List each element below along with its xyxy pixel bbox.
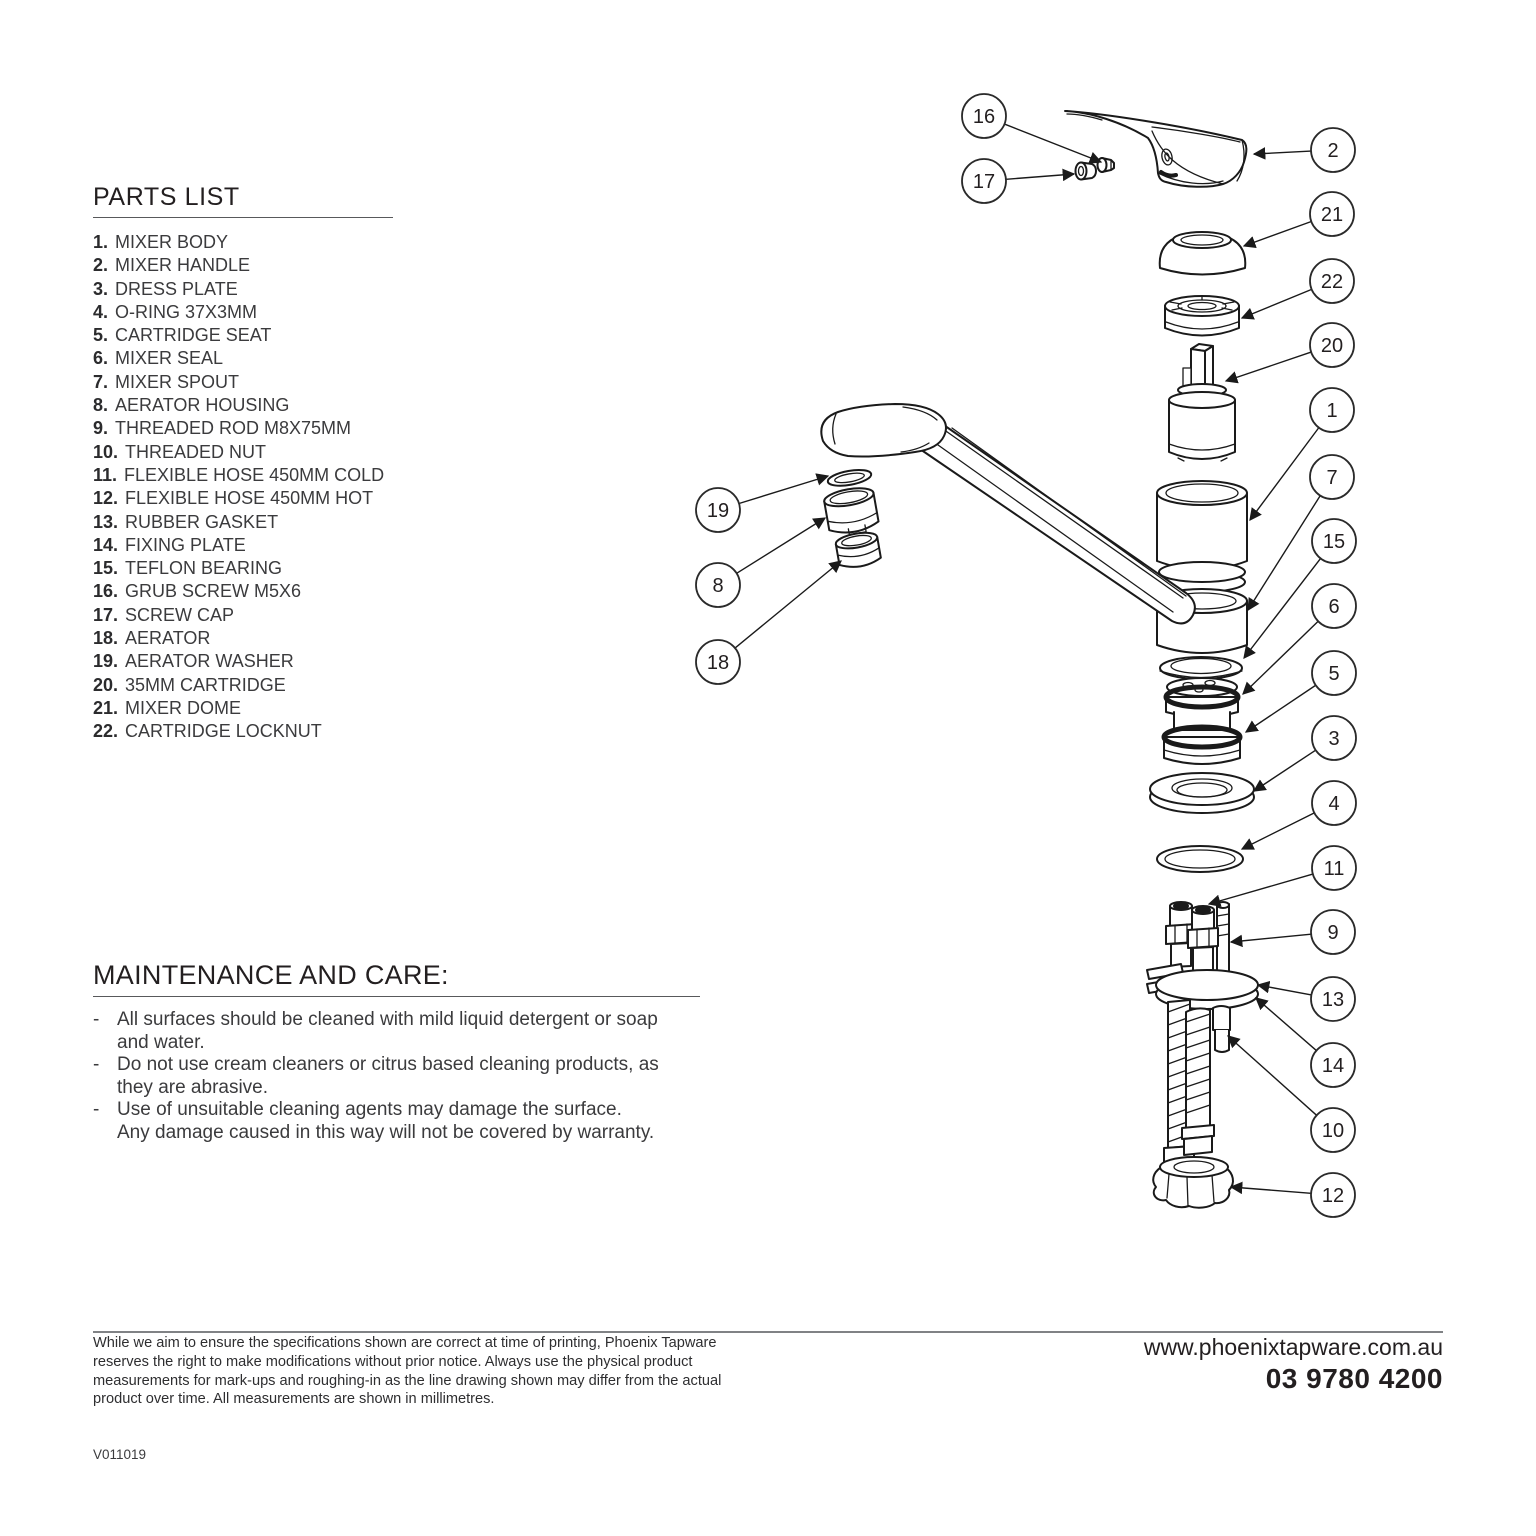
svg-text:17: 17 xyxy=(972,171,996,193)
callout-9 xyxy=(1231,910,1355,954)
teflon-bearing-drawing xyxy=(1160,657,1242,679)
maintenance-bullet: - All surfaces should be cleaned with mild liquid detergent or soap and water. xyxy=(93,1009,658,1053)
callout-12 xyxy=(1231,1173,1355,1217)
parts-list-item: 1. MIXER BODY xyxy=(93,232,229,252)
phone-number: 03 9780 4200 xyxy=(1265,1363,1443,1394)
screw-cap-drawing xyxy=(1076,163,1097,180)
svg-text:19: 19 xyxy=(706,500,730,522)
callout-19 xyxy=(696,476,828,532)
hose-tops-drawing xyxy=(1166,902,1218,971)
parts-list-item: 5. CARTRIDGE SEAT xyxy=(93,325,272,346)
mixer-body-drawing xyxy=(1157,481,1247,570)
parts-list-item: 10. THREADED NUT xyxy=(93,441,267,462)
footer-contact xyxy=(1144,1332,1443,1396)
website-link[interactable]: www.phoenixtapware.com.au xyxy=(1143,1334,1443,1360)
fixing-plate-drawing xyxy=(1147,964,1258,1009)
svg-text:6: 6 xyxy=(1328,596,1340,618)
cartridge-drawing xyxy=(1169,344,1235,461)
svg-text:12: 12 xyxy=(1321,1185,1345,1207)
cartridge-locknut-drawing xyxy=(1165,296,1239,336)
svg-text:2: 2 xyxy=(1327,140,1339,162)
callout-20 xyxy=(1226,323,1354,381)
callout-21 xyxy=(1244,192,1354,246)
parts-list-item: 4. O-RING 37X3MM xyxy=(93,301,258,322)
svg-text:20: 20 xyxy=(1320,335,1344,357)
svg-text:10: 10 xyxy=(1321,1120,1345,1142)
parts-list-item: 8. AERATOR HOUSING xyxy=(93,395,290,416)
svg-text:22: 22 xyxy=(1320,271,1344,293)
parts-list-rule xyxy=(93,217,393,218)
version-code: V011019 xyxy=(93,1447,147,1462)
cartridge-seat-drawing xyxy=(1164,678,1240,764)
maintenance-title: MAINTENANCE AND CARE: xyxy=(93,960,449,990)
callout-1 xyxy=(1250,388,1354,520)
parts-list-item: 20. 35MM CARTRIDGE xyxy=(93,674,286,695)
parts-list-item: 21. MIXER DOME xyxy=(93,697,242,718)
maintenance-section xyxy=(93,962,705,1144)
parts-list-item: 16. GRUB SCREW M5X6 xyxy=(93,581,302,602)
footer-disclaimer: While we aim to ensure the specifications shown are correct at time of printing, Phoenix Tapware reserves the right to make modifications without prior notice. Always use the physical product measurements for mark-ups and roughing-in as the line drawing shown may differ from the actual product over time. All measurements are shown in millimetres. xyxy=(93,1335,722,1408)
svg-text:1: 1 xyxy=(1326,400,1338,422)
parts-list-item: 12. FLEXIBLE HOSE 450MM HOT xyxy=(93,488,374,509)
aerator-washer-drawing xyxy=(827,467,873,488)
svg-text:13: 13 xyxy=(1321,989,1345,1011)
svg-text:11: 11 xyxy=(1323,858,1345,880)
callout-4 xyxy=(1242,781,1356,849)
callout-22 xyxy=(1242,259,1354,318)
parts-list-item: 2. MIXER HANDLE xyxy=(93,255,251,276)
callout-13 xyxy=(1258,977,1355,1021)
threaded-nut-drawing xyxy=(1213,1006,1230,1052)
svg-text:7: 7 xyxy=(1326,467,1338,489)
svg-text:8: 8 xyxy=(712,575,724,597)
callout-2 xyxy=(1254,128,1355,172)
maintenance-rule xyxy=(93,996,700,997)
parts-list-title: PARTS LIST xyxy=(93,183,240,211)
maintenance-bullet: - Do not use cream cleaners or citrus based cleaning products, as they are abrasive. xyxy=(93,1054,659,1098)
exploded-diagram xyxy=(660,70,1440,1230)
hose-nut-drawing xyxy=(1153,1157,1233,1208)
grub-screw-drawing xyxy=(1098,158,1115,172)
parts-list-section xyxy=(93,185,413,744)
svg-text:3: 3 xyxy=(1328,728,1340,750)
aerator-drawing xyxy=(835,530,882,570)
svg-text:9: 9 xyxy=(1327,922,1339,944)
parts-list-item: 6. MIXER SEAL xyxy=(93,348,224,369)
parts-list-item: 22. CARTRIDGE LOCKNUT xyxy=(93,721,322,742)
maintenance-bullets xyxy=(93,1009,705,1144)
callout-layer xyxy=(696,94,1356,1217)
svg-text:21: 21 xyxy=(1320,204,1344,226)
mixer-dome-drawing xyxy=(1160,232,1246,275)
parts-list-item: 11. FLEXIBLE HOSE 450MM COLD xyxy=(93,464,385,485)
parts-list-item: 9. THREADED ROD M8X75MM xyxy=(93,418,352,439)
svg-text:4: 4 xyxy=(1328,793,1340,815)
parts-list-item: 13. RUBBER GASKET xyxy=(93,511,279,532)
parts-list-item: 17. SCREW CAP xyxy=(93,604,235,625)
svg-text:5: 5 xyxy=(1328,663,1340,685)
parts-list-item: 14. FIXING PLATE xyxy=(93,534,246,555)
aerator-parts-drawing xyxy=(820,467,887,570)
parts-list-item: 15. TEFLON BEARING xyxy=(93,558,283,579)
dress-plate-drawing xyxy=(1150,773,1254,813)
parts-list-item: 7. MIXER SPOUT xyxy=(93,371,240,392)
svg-text:15: 15 xyxy=(1322,531,1346,553)
parts-list-item: 19. AERATOR WASHER xyxy=(93,651,294,672)
svg-text:18: 18 xyxy=(706,652,730,674)
callout-16 xyxy=(962,94,1101,162)
maintenance-bullet: - Use of unsuitable cleaning agents may damage the surface. Any damage caused in this way will not be covered by warranty. xyxy=(93,1099,655,1143)
parts-list-item: 3. DRESS PLATE xyxy=(93,278,238,299)
svg-text:14: 14 xyxy=(1321,1055,1345,1077)
flexible-hoses-drawing xyxy=(1164,1000,1214,1162)
callout-3 xyxy=(1254,716,1356,791)
aerator-housing-drawing xyxy=(823,485,880,538)
parts-list-items xyxy=(93,231,413,744)
svg-text:16: 16 xyxy=(972,106,996,128)
o-ring-drawing xyxy=(1157,846,1243,872)
callout-17 xyxy=(962,159,1074,203)
parts-list-item: 18. AERATOR xyxy=(93,628,211,649)
